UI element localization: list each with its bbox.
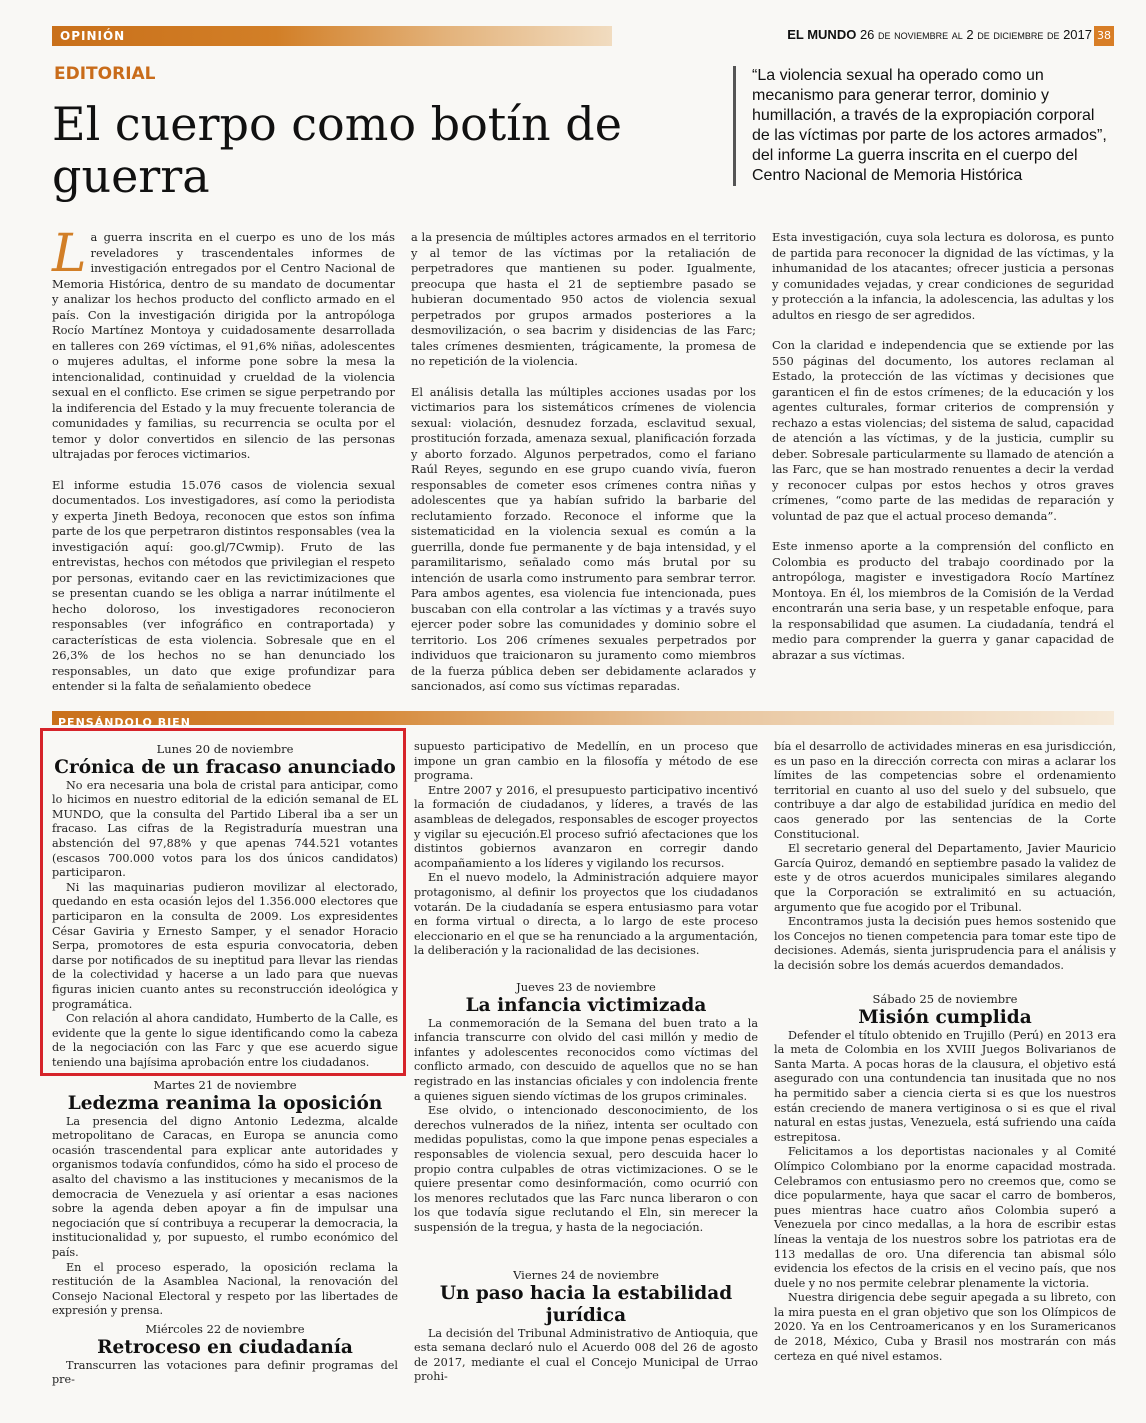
- brief-paragraph: Nuestra dirigencia debe seguir apegada a su libreto, con la mira puesta en el gran objetivo que son los Olímpicos de 2020. Ya en los Centroamericanos y en los Suramericanos de 2018, México, Cuba y Brasil nos mostrarán con más certeza en qué nivel estamos.: [774, 1291, 1116, 1363]
- issue-date: 26 de noviembre al 2 de diciembre de 2017: [859, 27, 1092, 42]
- brief-paragraph: Con relación al ahora candidato, Humberto de la Calle, es evidente que la gente lo sigue identificando como la cabeza de la negociación con las Farc y que ese acuerdo sigue teniendo una bajísima aprobación entre los ciudadanos.: [52, 1012, 398, 1069]
- brief-title: Crónica de un fracaso anunciado: [54, 756, 396, 778]
- brief-ledezma: [52, 1078, 398, 1319]
- brief-infancia: [414, 980, 758, 1236]
- editorial-headline: El cuerpo como botín de guerra: [52, 97, 622, 203]
- section-bar-pensandolo: [52, 711, 1114, 729]
- brief-date: Sábado 25 de noviembre: [872, 992, 1018, 1006]
- editorial-paragraph: La guerra inscrita en el cuerpo es uno de los más reveladores y trascendentales informes de investigación entregados por el Centro Nacional de Memoria Histórica, dentro de su mandato de documentar y analizar los hechos producto del conflicto armado en el país. Con la investigación dirigida por la antropóloga Rocío Martínez Montoya y cuidadosamente desarrollada en talleres con 269 víctimas, el 91,6% niñas, adolescentes o mujeres adultas, el informe pone sobre la mesa la intencionalidad, continuidad y crueldad de la violencia sexual en el conflicto. Ese crimen se sigue perpetrando por la indiferencia del Estado y la muy frecuente tolerancia de comunidades y familias, su recurrencia se oculta por el temor y dolor convertidos en silencio de las personas ultrajadas por feroces victimarios.: [52, 224, 395, 461]
- brief-date: Jueves 23 de noviembre: [516, 980, 656, 994]
- brief-paragraph: Transcurren las votaciones para definir programas del pre-: [52, 1358, 398, 1387]
- editorial-paragraph: Esta investigación, cuya sola lectura es dolorosa, es punto de partida para reconocer la dignidad de las víctimas, y la inhumanidad de los atacantes; ofrecer justicia a personas y comunidades vejadas, y crear condiciones de seguridad y protección a la infancia, la adolescencia, las adultas y los adultos en riesgo de ser agredidos.: [772, 230, 1114, 322]
- brief-paragraph: La decisión del Tribunal Administrativo de Antioquia, que esta semana declaró nulo el Acuerdo 008 del 26 de agosto de 2017, mediante el cual el Concejo Municipal de Urrao prohi-: [414, 1326, 758, 1384]
- editorial-paragraph: Con la claridad e independencia que se extiende por las 550 páginas del documento, los autores reclaman al Estado, la protección de las víctimas y decisiones que garanticen el fin de estos crímenes; de la educación y los agentes culturales, formar criterios de comprensión y rechazo a estas violencias; del sistema de salud, capacidad de atención a las víctimas, y de la justicia, cumplir su deber. Sobresale particularmente su llamado de atención a las Farc, que se han mostrado renuentes a decir la verdad y reconocer culpas por estos hechos y otros graves crímenes, “como parte de las medidas de reparación y voluntad de paz que el actual proceso demanda”.: [772, 338, 1114, 523]
- brief-paragraph: La presencia del digno Antonio Ledezma, alcalde metropolitano de Caracas, en Europa se anuncia como ocasión trascendental para explicar ante autoridades y organismos todavía confundidos, cómo ha sido el proceso de asalto del chavismo a las instituciones y mecanismos de la democracia de Venezuela y así orientar a esas naciones sobre la agenda deben apoyar a fin de impulsar una negociación que sí contribuya a recuperar la democracia, la institucionalidad y, por supuesto, el rumbo económico del país.: [52, 1114, 398, 1259]
- brief-date: Lunes 20 de noviembre: [156, 742, 294, 756]
- section-label: PENSÁNDOLO BIEN: [58, 716, 191, 729]
- brief-paragraph: El secretario general del Departamento, Javier Mauricio García Quiroz, demandó en septiembre pasado la validez de este y de otros acuerdos municipales similares alegando que la Corporación se extralimitó en su actuación, argumento que fue acogido por el Tribunal.: [774, 842, 1116, 914]
- brief-paragraph: bía el desarrollo de actividades mineras en esa jurisdicción, es un paso en la dirección correcta con miras a aclarar los límites de las competencias sobre el ordenamiento territorial en cuanto al uso del suelo y del subsuelo, que contribuye a dar algo de estabilidad jurídica en medio del caos generado por las sentencias de la Corte Constitucional.: [774, 740, 1116, 841]
- brief-estabilidad: [414, 1268, 758, 1385]
- brief-date: Martes 21 de noviembre: [153, 1078, 297, 1092]
- brief-cronica: [52, 742, 398, 1070]
- brief-paragraph: supuesto participativo de Medellín, en un proceso que impone un gran cambio en la filosofía y método de ese programa.: [414, 740, 758, 783]
- editorial-paragraph: El análisis detalla las múltiples acciones usadas por los victimarios para los sistemáticos crímenes de violencia sexual: violación, desnudez forzada, esclavitud sexual, prostitución forzada, amenaza sexual, planificación forzada y aborto forzado. Algunos perpetrados, como el fariano Raúl Reyes, segundo en ese grupo cuando vivía, fueron responsables de cometer esos crímenes contra niñas y adolescentes que ya habían sufrido la barbarie del reclutamiento forzado. Reconoce el informe que la sistematicidad en la violencia sexual es común a la guerrilla, donde fue permanente y de baja intensidad, y el paramilitarismo, señalado como más brutal por su intención de usarla como instrumento para sembrar terror. Para ambos agentes, esa violencia fue intencionada, pues buscaban con ella controlar a las víctimas y a través suyo ejercer poder sobre las comunidades y dominio sobre el territorio. Los 206 crímenes sexuales perpetrados por individuos que traicionaron su juramento como miembros de la fuerza pública deben ser debidamente aclarados y sancionados, así como sus víctimas reparadas.: [411, 384, 756, 693]
- brief-paragraph: Felicitamos a los deportistas nacionales y al Comité Olímpico Colombiano por la enorme capacidad mostrada. Celebramos con entusiasmo pero no creemos que, como se dice popularmente, haya que sacar el carro de bomberos, pues mientras hace cuatro años Colombia superó a Venezuela por cinco medallas, a la hora de escribir estas líneas la ventaja de los nuestros sobre los patriotas era de 113 medallas de oro. Una diferencia tan abismal sólo evidencia los efectos de la crisis en el vecino país, que nos duele y no nos permite celebrar plenamente la victoria.: [774, 1145, 1116, 1290]
- brief-mision: [774, 992, 1116, 1364]
- brief-title: La infancia victimizada: [465, 994, 707, 1016]
- brief-paragraph: Ese olvido, o intencionado desconocimiento, de los derechos vulnerados de la niñez, intenta ser ocultado con medidas populistas, como la que impone penas especiales a responsables de violencia sexual, pero descuida hacer lo propio contra culpables de otras victimizaciones. O se le quiere presentar como desinformación, como ocurrió con los menores reclutados que las Farc nunca liberaron o con los que todavía sigue reclutando el Eln, sin merecer la suspensión de la tregua, y hasta de la negociación.: [414, 1104, 758, 1234]
- editorial-kicker: EDITORIAL: [54, 64, 156, 84]
- brief-paragraph: Encontramos justa la decisión pues hemos sostenido que los Concejos no tienen competencia para tomar este tipo de decisiones. Además, sienta jurisprudencia para el análisis y la decisión sobre los demás acuerdos demandados.: [774, 915, 1116, 972]
- brief-title: Un paso hacia la estabilidad jurídica: [439, 1282, 733, 1326]
- pull-quote: “La violencia sexual ha operado como un mecanismo para generar terror, dominio y humillación, a través de la expropiación corporal de las víctimas por parte de los actores armados”, del informe La guerra inscrita en el cuerpo del Centro Nacional de Memoria Histórica: [733, 66, 1113, 186]
- brief-date: Miércoles 22 de noviembre: [145, 1322, 305, 1336]
- brief-paragraph: En el proceso esperado, la oposición reclama la restitución de la Asamblea Nacional, la renovación del Consejo Nacional Electoral y respeto por las libertades de expresión y prensa.: [52, 1260, 398, 1318]
- brief-estabilidad-continued: [774, 740, 1116, 974]
- brief-paragraph: Defender el título obtenido en Trujillo (Perú) en 2013 era la meta de Colombia en los XVIII Juegos Bolivarianos de Santa Marta. A pocas horas de la clausura, el objetivo está asegurado con una contundencia tan inusitada que no nos ha permitido saber a ciencia cierta si es que los nuestros están creciendo de manera vertiginosa o si es que el rival natural en estas justas, Venezuela, está sufriendo una caída estrepitosa.: [774, 1028, 1116, 1144]
- newspaper-name: EL MUNDO: [787, 27, 857, 42]
- brief-retroceso-continued: [414, 740, 758, 959]
- page-number: 38: [1094, 26, 1114, 46]
- section-tag: OPINIÓN: [52, 26, 612, 46]
- editorial-paragraph: Este inmenso aporte a la comprensión del conflicto en Colombia es producto del trabajo coordinado por la antropóloga, magister e investigadora Rocío Martínez Montoya. En él, los miembros de la Comisión de la Verdad encontrarán una seria base, y un respetable enfoque, para la responsabilidad que asumen. La ciudadanía, tendrá el medio para comprender la guerra y ganar capacidad de abrazar a sus víctimas.: [772, 539, 1114, 662]
- editorial-paragraph: a la presencia de múltiples actores armados en el territorio y al temor de las víctimas por la retaliación de perpetradores que mantienen su poder. Igualmente, preocupa que hasta el 21 de septiembre pasado se hubieran documentado 950 actos de violencia sexual perpetrados por grupos armados posteriores a la desmovilización, o sea bacrim y disidencias de las Farc; tales crímenes desmienten, trágicamente, la promesa de no repetición de la violencia.: [411, 230, 756, 368]
- masthead: [787, 27, 1092, 42]
- editorial-paragraph: El informe estudia 15.076 casos de violencia sexual documentados. Los investigadores, así como la periodista y experta Jineth Bedoya, reconocen que estos son ínfima parte de los que perpetraron distintos responsables (vea la investigación aquí: goo.gl/7Cwmip). Fruto de las entrevistas, hechos con métodos que privilegian el respeto por personas, evitando caer en las revictimizaciones que se presentan cuando se les obliga a narrar inútilmente el hecho doloroso, los investigadores reconocieron responsables (ver infográfico en contraportada) y características de esta violencia. Sobresale que en el 26,3% de los hechos no se han denunciado los responsables, un dato que exige profundizar para entender si la falta de señalamiento obedece: [52, 477, 395, 693]
- brief-title: Retroceso en ciudadanía: [97, 1336, 353, 1358]
- brief-paragraph: La conmemoración de la Semana del buen trato a la infancia transcurre con olvido del casi millón y medio de infantes y adolescentes reconocidos como víctimas del conflicto armado, con descuido de aquellos que no se han registrado en las instancias oficiales y con indolencia frente a quienes siguen siendo víctimas de los grupos criminales.: [414, 1016, 758, 1103]
- brief-date: Viernes 24 de noviembre: [513, 1268, 659, 1282]
- editorial-column-2: [411, 230, 756, 710]
- brief-paragraph: Ni las maquinarias pudieron movilizar al electorado, quedando en esta ocasión lejos del 1.356.000 electores que participaron en la consulta de 2009. Los expresidentes César Gaviria y Ernesto Samper, y el senador Horacio Serpa, promotores de esta espuria convocatoria, deben darse por notificados de su ineptitud para llevar las riendas de la colectividad y hacerse a un lado para que nuevas figuras inicien cuanto antes su reconstrucción ideológica y programática.: [52, 880, 398, 1011]
- editorial-column-1: [52, 224, 395, 710]
- brief-paragraph: No era necesaria una bola de cristal para anticipar, como lo hicimos en nuestro editorial de la edición semanal de EL MUNDO, que la consulta del Partido Liberal iba a ser un fracaso. Las cifras de la Registraduría muestran una abstención del 97,88% y que apenas 744.521 votantes (escasos 700.000 votos para los dos únicos candidatos) participaron.: [52, 778, 398, 880]
- brief-title: Ledezma reanima la oposición: [67, 1092, 383, 1114]
- brief-title: Misión cumplida: [858, 1006, 1032, 1028]
- top-bar: [52, 26, 1114, 46]
- brief-retroceso: [52, 1322, 398, 1388]
- drop-cap: L: [52, 224, 87, 284]
- editorial-column-3: [772, 230, 1114, 678]
- brief-paragraph: En el nuevo modelo, la Administración adquiere mayor protagonismo, al definir los proyectos que los ciudadanos votarán. De la ciudadanía se espera entusiasmo para votar en forma virtual o directa, a lo largo de este proceso eleccionario en el que se ha renunciado a la argumentación, la deliberación y la racionalidad de las decisiones.: [414, 871, 758, 958]
- brief-paragraph: Entre 2007 y 2016, el presupuesto participativo incentivó la formación de ciudadanos, y líderes, a través de las asambleas de delegados, responsables de escoger proyectos y vigilar su ejecución.El proceso sufrió afectaciones que los distintos gobiernos avanzaron en corregir dando acompañamiento a los líderes y vigilando los recursos.: [414, 783, 758, 870]
